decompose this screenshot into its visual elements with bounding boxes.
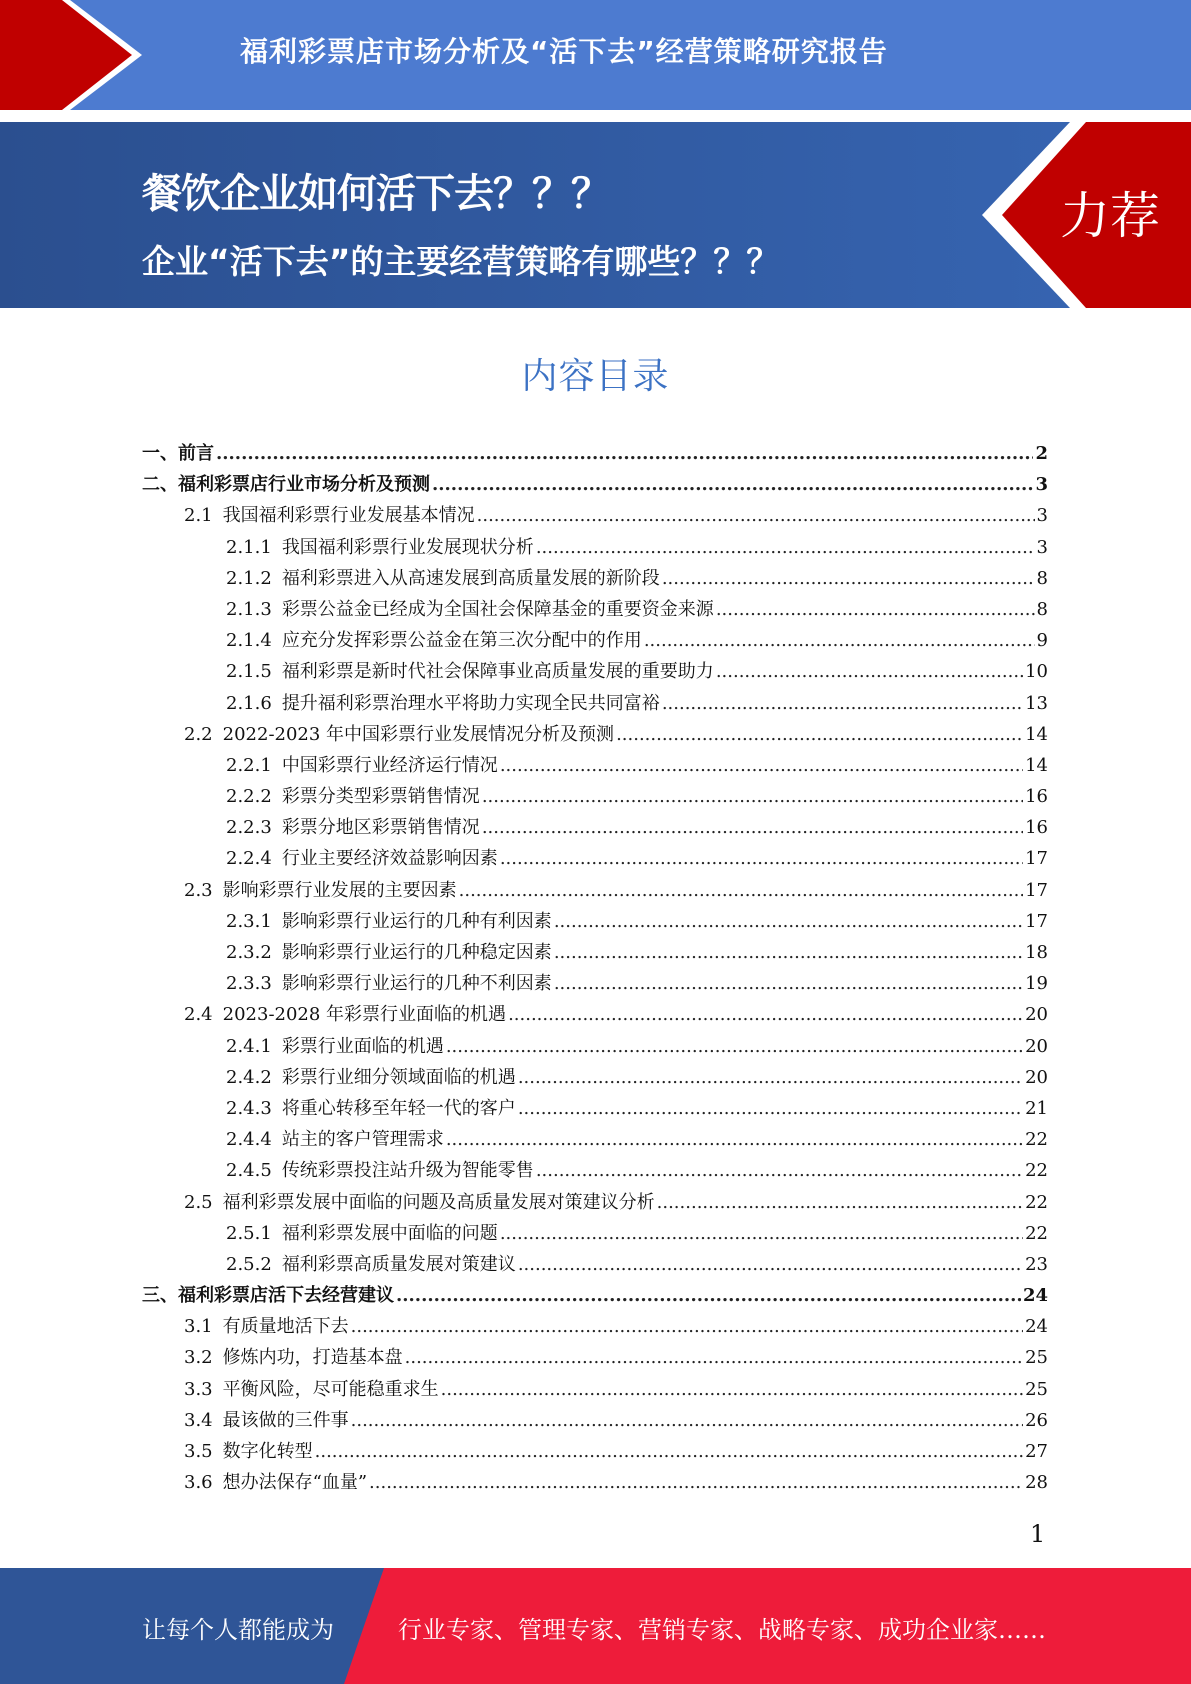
toc-entry-page: 20	[1025, 1004, 1048, 1026]
toc-entry[interactable]	[142, 1280, 1048, 1311]
toc-entry-label: 福利彩票发展中面临的问题	[281, 1222, 498, 1244]
toc-entry-label: 有质量地活下去	[222, 1316, 349, 1338]
toc-entry-number: 2.2.2	[226, 786, 272, 808]
toc-entry-page: 22	[1025, 1191, 1048, 1213]
toc-entry-number: 3.3	[184, 1378, 213, 1400]
toc-entry-label: 我国福利彩票行业发展现状分析	[281, 536, 534, 558]
toc-entry-page: 16	[1025, 786, 1048, 808]
footer-slogan-right: 行业专家、管理专家、营销专家、战略专家、成功企业家……	[398, 1616, 1046, 1644]
toc-entry[interactable]	[142, 1249, 1048, 1280]
toc-entry-number: 3.5	[184, 1441, 213, 1462]
toc-entry[interactable]	[142, 688, 1048, 719]
toc-entry[interactable]	[142, 1187, 1048, 1218]
toc-entry-number: 3.2	[184, 1347, 213, 1369]
toc-entry[interactable]	[142, 500, 1048, 531]
table-of-contents	[142, 438, 1048, 1498]
toc-entry[interactable]	[142, 1311, 1048, 1342]
toc-dot-leader	[216, 438, 1033, 469]
toc-entry-label: 彩票公益金已经成为全国社会保障基金的重要资金来源	[281, 598, 714, 620]
toc-entry-label: 中国彩票行业经济运行情况	[281, 754, 498, 776]
toc-entry-label: 应充分发挥彩票公益金在第三次分配中的作用	[281, 630, 642, 652]
toc-entry-number: 2.1	[184, 505, 213, 527]
toc-dot-leader	[662, 688, 1023, 719]
toc-entry-page: 20	[1025, 1066, 1048, 1088]
toc-entry[interactable]	[142, 1124, 1048, 1155]
toc-entry[interactable]	[142, 1062, 1048, 1093]
toc-entry-number: 2.2	[184, 723, 213, 745]
toc-entry[interactable]	[142, 1093, 1048, 1124]
toc-dot-leader	[405, 1342, 1023, 1373]
toc-entry-label: 福利彩票高质量发展对策建议	[281, 1253, 516, 1275]
toc-dot-leader	[315, 1436, 1023, 1467]
toc-dot-leader	[446, 1124, 1023, 1155]
toc-entry-label: 影响彩票行业发展的主要因素	[222, 879, 457, 901]
toc-entry-label: 前言	[178, 443, 214, 464]
toc-entry[interactable]	[142, 1218, 1048, 1249]
toc-entry-page: 19	[1025, 973, 1048, 995]
toc-entry-number: 2.5.2	[226, 1253, 272, 1275]
toc-dot-leader	[351, 1405, 1023, 1436]
toc-entry-number: 2.4.2	[226, 1066, 272, 1088]
toc-dot-leader	[662, 563, 1035, 594]
toc-entry-label: 彩票行业面临的机遇	[281, 1035, 444, 1057]
toc-entry-label: 福利彩票进入从高速发展到高质量发展的新阶段	[281, 567, 660, 589]
toc-entry-number: 2.1.1	[226, 536, 272, 558]
toc-entry[interactable]	[142, 594, 1048, 625]
toc-dot-leader	[554, 968, 1023, 999]
toc-entry-label: 2023-2028 年彩票行业面临的机遇	[222, 1004, 507, 1026]
toc-entry-number: 3.6	[184, 1472, 213, 1494]
toc-entry[interactable]	[142, 1436, 1048, 1467]
toc-entry-number: 2.2.3	[226, 817, 272, 839]
toc-dot-leader	[716, 656, 1023, 687]
toc-entry-label: 2022-2023 年中国彩票行业发展情况分析及预测	[222, 723, 615, 745]
toc-entry-label: 平衡风险，尽可能稳重求生	[222, 1378, 439, 1400]
toc-entry-label: 影响彩票行业运行的几种有利因素	[281, 910, 552, 932]
toc-entry[interactable]	[142, 438, 1048, 469]
toc-entry-page: 3	[1035, 474, 1048, 496]
toc-dot-leader	[351, 1311, 1023, 1342]
toc-dot-leader	[500, 843, 1023, 874]
toc-entry-page: 23	[1025, 1253, 1048, 1275]
toc-entry-number: 2.3.2	[226, 942, 272, 963]
toc-entry-number: 2.1.6	[226, 692, 272, 714]
toc-entry-label: 数字化转型	[222, 1441, 313, 1462]
toc-entry-number: 2.2.1	[226, 754, 272, 776]
recommend-badge: 力荐	[1060, 187, 1160, 245]
toc-entry-label: 福利彩票是新时代社会保障事业高质量发展的重要助力	[281, 661, 714, 683]
toc-entry[interactable]	[142, 719, 1048, 750]
toc-entry[interactable]	[142, 968, 1048, 999]
toc-entry[interactable]	[142, 999, 1048, 1030]
toc-entry[interactable]	[142, 532, 1048, 563]
toc-entry-page: 17	[1025, 848, 1048, 870]
toc-entry-number: 2.4.5	[226, 1160, 272, 1182]
footer-slogan-left: 让每个人都能成为	[142, 1616, 334, 1644]
toc-entry-page: 16	[1025, 817, 1048, 839]
toc-dot-leader	[482, 812, 1023, 843]
toc-entry-label: 彩票行业细分领域面临的机遇	[281, 1066, 516, 1088]
toc-entry-number: 2.1.5	[226, 661, 272, 683]
toc-entry-number: 3.4	[184, 1409, 213, 1431]
toc-entry-page: 24	[1022, 1285, 1048, 1307]
toc-entry-number: 二、	[142, 474, 178, 496]
toc-dot-leader	[432, 469, 1033, 500]
toc-entry-page: 8	[1036, 598, 1048, 620]
toc-entry-number: 三、	[142, 1285, 178, 1307]
toc-entry-label: 修炼内功，打造基本盘	[222, 1347, 403, 1369]
toc-entry-number: 2.1.2	[226, 567, 272, 589]
report-title: 福利彩票店市场分析及“活下去”经营策略研究报告	[240, 35, 888, 68]
toc-entry-number: 2.4	[184, 1004, 213, 1026]
toc-entry-number: 2.5.1	[226, 1222, 272, 1244]
toc-dot-leader	[396, 1280, 1021, 1311]
report-header-bar	[0, 0, 1191, 110]
toc-entry-label: 最该做的三件事	[222, 1409, 349, 1431]
toc-entry-page: 21	[1025, 1097, 1048, 1119]
footer-banner	[0, 1568, 1191, 1684]
toc-dot-leader	[459, 875, 1023, 906]
toc-dot-leader	[536, 532, 1035, 563]
toc-entry-label: 行业主要经济效益影响因素	[281, 848, 498, 870]
toc-entry-number: 一、	[142, 443, 178, 464]
toc-dot-leader	[518, 1249, 1023, 1280]
toc-dot-leader	[657, 1187, 1023, 1218]
toc-entry[interactable]	[142, 937, 1048, 968]
toc-dot-leader	[369, 1467, 1023, 1498]
toc-entry[interactable]	[142, 875, 1048, 906]
toc-dot-leader	[616, 719, 1023, 750]
toc-entry-number: 2.2.4	[226, 848, 272, 870]
toc-entry-page: 10	[1025, 661, 1048, 683]
toc-dot-leader	[482, 781, 1023, 812]
toc-entry-page: 17	[1025, 910, 1048, 932]
toc-entry[interactable]	[142, 750, 1048, 781]
banner-question-2: 企业“活下去”的主要经营策略有哪些？？？	[142, 242, 780, 281]
toc-entry-page: 18	[1025, 942, 1048, 963]
toc-entry-page: 28	[1025, 1472, 1048, 1494]
toc-entry-label: 福利彩票店行业市场分析及预测	[178, 474, 430, 496]
toc-entry[interactable]	[142, 1155, 1048, 1186]
toc-dot-leader	[446, 1031, 1023, 1062]
toc-entry[interactable]	[142, 1467, 1048, 1498]
toc-entry[interactable]	[142, 812, 1048, 843]
toc-entry-page: 20	[1025, 1035, 1048, 1057]
toc-dot-leader	[518, 1062, 1023, 1093]
toc-entry-page: 8	[1036, 567, 1048, 589]
toc-dot-leader	[500, 750, 1023, 781]
promo-banner	[0, 122, 1191, 308]
toc-entry-page: 22	[1025, 1129, 1048, 1151]
toc-entry[interactable]	[142, 843, 1048, 874]
toc-entry-label: 传统彩票投注站升级为智能零售	[281, 1160, 534, 1182]
toc-dot-leader	[477, 500, 1035, 531]
toc-entry-page: 3	[1036, 536, 1048, 558]
header-red-arrow-shape	[0, 0, 150, 110]
toc-entry-page: 25	[1025, 1347, 1048, 1369]
toc-title: 内容目录	[521, 356, 670, 397]
toc-entry-label: 福利彩票发展中面临的问题及高质量发展对策建议分析	[222, 1191, 655, 1213]
toc-dot-leader	[644, 625, 1035, 656]
toc-entry-page: 25	[1025, 1378, 1048, 1400]
toc-entry[interactable]	[142, 1031, 1048, 1062]
toc-entry-number: 2.4.3	[226, 1097, 272, 1119]
toc-entry[interactable]	[142, 469, 1048, 500]
toc-dot-leader	[500, 1218, 1023, 1249]
toc-entry-page: 22	[1025, 1222, 1048, 1244]
toc-entry-label: 影响彩票行业运行的几种稳定因素	[281, 942, 552, 963]
toc-entry-number: 2.4.1	[226, 1035, 272, 1057]
toc-entry-page: 2	[1035, 443, 1048, 464]
toc-entry[interactable]	[142, 625, 1048, 656]
toc-dot-leader	[441, 1374, 1023, 1405]
toc-entry-number: 2.3	[184, 879, 213, 901]
toc-entry-number: 2.1.4	[226, 630, 272, 652]
toc-dot-leader	[716, 594, 1035, 625]
toc-entry-page: 13	[1025, 692, 1048, 714]
toc-entry-page: 9	[1036, 630, 1048, 652]
toc-entry[interactable]	[142, 1374, 1048, 1405]
toc-entry-number: 3.1	[184, 1316, 213, 1338]
page-number: 1	[1030, 1520, 1046, 1548]
toc-dot-leader	[518, 1093, 1023, 1124]
toc-entry-label: 彩票分类型彩票销售情况	[281, 786, 480, 808]
toc-entry[interactable]	[142, 1405, 1048, 1436]
toc-dot-leader	[536, 1155, 1023, 1186]
toc-entry[interactable]	[142, 906, 1048, 937]
toc-entry-page: 26	[1025, 1409, 1048, 1431]
toc-entry-label: 提升福利彩票治理水平将助力实现全民共同富裕	[281, 692, 660, 714]
toc-entry-label: 将重心转移至年轻一代的客户	[281, 1097, 516, 1119]
toc-entry-label: 影响彩票行业运行的几种不利因素	[281, 973, 552, 995]
toc-entry-page: 3	[1036, 505, 1048, 527]
toc-entry-page: 27	[1025, 1441, 1048, 1462]
toc-entry-number: 2.5	[184, 1191, 213, 1213]
toc-entry[interactable]	[142, 781, 1048, 812]
toc-dot-leader	[554, 937, 1023, 968]
banner-question-1: 餐饮企业如何活下去？？？	[142, 171, 610, 217]
toc-entry-page: 14	[1025, 754, 1048, 776]
toc-entry-label: 想办法保存“血量”	[222, 1472, 368, 1494]
toc-entry-number: 2.1.3	[226, 598, 272, 620]
toc-entry-label: 福利彩票店活下去经营建议	[178, 1285, 394, 1307]
toc-entry-page: 22	[1025, 1160, 1048, 1182]
toc-entry-label: 站主的客户管理需求	[281, 1129, 444, 1151]
toc-dot-leader	[554, 906, 1023, 937]
toc-entry-number: 2.3.1	[226, 910, 272, 932]
toc-dot-leader	[508, 999, 1023, 1030]
toc-entry-page: 24	[1025, 1316, 1048, 1338]
toc-entry[interactable]	[142, 656, 1048, 687]
toc-entry-page: 14	[1025, 723, 1048, 745]
toc-entry-label: 我国福利彩票行业发展基本情况	[222, 505, 475, 527]
toc-entry[interactable]	[142, 563, 1048, 594]
toc-entry-number: 2.4.4	[226, 1129, 272, 1151]
toc-entry-number: 2.3.3	[226, 973, 272, 995]
toc-entry-page: 17	[1025, 879, 1048, 901]
toc-entry[interactable]	[142, 1342, 1048, 1373]
toc-entry-label: 彩票分地区彩票销售情况	[281, 817, 480, 839]
